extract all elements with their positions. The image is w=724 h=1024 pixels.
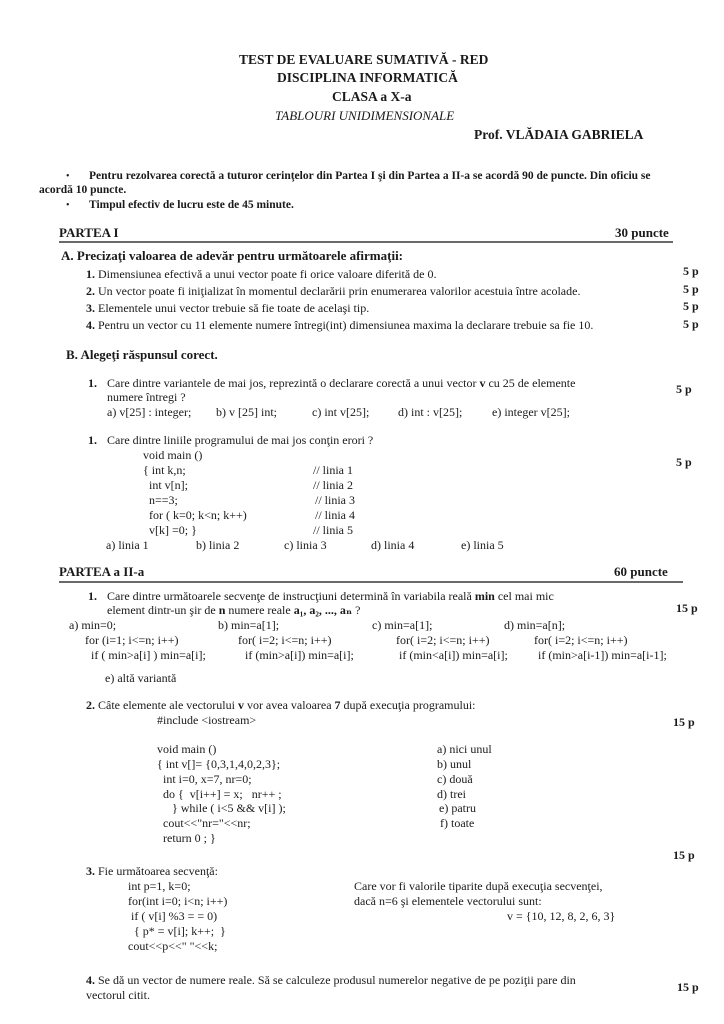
bullet-icon: •	[66, 200, 70, 211]
instruction-1-cont: acordă 10 puncte.	[39, 184, 127, 196]
question-p2-1-text: Care dintre următoarele secvenţe de instrucţiuni determină în variabila reală min cel mai mic	[107, 589, 554, 603]
p2-1-option-c-line3: if (min<a[i]) min=a[i];	[399, 648, 508, 662]
question-b1-text-cont: numere întregi ?	[107, 390, 186, 404]
code-line: } while ( i<5 && v[i] );	[157, 801, 286, 815]
statement-a4-points: 5 p	[683, 317, 699, 331]
part1-points: 30 puncte	[615, 225, 669, 240]
instruction-1: Pentru rezolvarea corectă a tuturor cerinţelor din Partea I şi din Partea a II-a se acordă 90 de puncte. Din oficiu se	[89, 170, 651, 182]
question-b1-text: Care dintre variantele de mai jos, reprezintă o declarare corectă a unui vector v cu 25 de elemente	[107, 376, 576, 390]
code-line: for(int i=0; i<n; i++)	[128, 894, 228, 908]
statement-a3-points: 5 p	[683, 299, 699, 313]
question-p2-4-points: 15 p	[677, 980, 699, 994]
question-b1-option-b: b) v [25] int;	[216, 405, 277, 419]
code-line: cout<<"nr="<<nr;	[157, 816, 251, 830]
statement-a2-points: 5 p	[683, 282, 699, 296]
part1-divider	[59, 241, 673, 243]
p2-1-option-a-line3: if ( min>a[i] ) min=a[i];	[91, 648, 206, 662]
code-line: int p=1, k=0;	[128, 879, 191, 893]
question-b2-option-a: a) linia 1	[106, 538, 149, 552]
code-line: v[k] =0; }	[143, 523, 197, 537]
p2-1-option-e: e) altă variantă	[105, 671, 177, 685]
question-b2-points: 5 p	[676, 455, 692, 469]
p2-1-option-d-line3: if (min>a[i-1]) min=a[i-1];	[538, 648, 667, 662]
doc-class: CLASA a X-a	[332, 89, 412, 104]
question-b2-option-c: c) linia 3	[284, 538, 327, 552]
question-b1-option-c: c) int v[25];	[312, 405, 370, 419]
code-comment: // linia 2	[313, 478, 353, 492]
question-p2-3-points: 15 p	[673, 848, 695, 862]
p2-1-option-b-line3: if (min>a[i]) min=a[i];	[245, 648, 354, 662]
code-line: void main ()	[157, 742, 217, 756]
question-p2-3-text: 3. Fie următoarea secvenţă:	[86, 864, 218, 878]
code-comment: // linia 4	[315, 508, 355, 522]
statement-a4: 4. Pentru un vector cu 11 elemente numere întregi(int) dimensiunea maxima la declarare trebuie sa fie 10.	[86, 318, 594, 332]
code-line: void main ()	[143, 448, 203, 462]
p2-2-option-a: a) nici unul	[437, 742, 492, 756]
code-line: do { v[i++] = x; nr++ ;	[157, 787, 282, 801]
question-p2-3-ask-line2: dacă n=6 şi elementele vectorului sunt:	[354, 894, 542, 908]
p2-1-option-a-line2: for (i=1; i<=n; i++)	[85, 633, 179, 647]
p2-2-option-b: b) unul	[437, 757, 472, 771]
p2-2-option-e: e) patru	[439, 801, 476, 815]
code-line: int i=0, x=7, nr=0;	[157, 772, 252, 786]
question-p2-2-text: 2. Câte elemente ale vectorului v vor avea valoarea 7 după execuţia programului:	[86, 698, 476, 712]
question-p2-1-points: 15 p	[676, 601, 698, 615]
question-p2-1-number: 1.	[88, 589, 97, 603]
p2-2-option-c: c) două	[437, 772, 473, 786]
question-p2-3-vector: v = {10, 12, 8, 2, 6, 3}	[507, 909, 616, 923]
question-b1-number: 1.	[88, 376, 97, 390]
code-line: { int v[]= {0,3,1,4,0,2,3};	[157, 757, 281, 771]
code-line: { p* = v[i]; k++; }	[128, 924, 226, 938]
question-b2-number: 1.	[88, 433, 97, 447]
statement-a1: 1. Dimensiunea efectivă a unui vector poate fi orice valoare diferită de 0.	[86, 267, 437, 281]
question-b2-text: Care dintre liniile programului de mai jos conţin erori ?	[107, 433, 374, 447]
question-b2-option-e: e) linia 5	[461, 538, 504, 552]
statement-a3: 3. Elementele unui vector trebuie să fie toate de acelaşi tip.	[86, 301, 370, 315]
doc-topic: TABLOURI UNIDIMENSIONALE	[275, 108, 455, 123]
doc-author: Prof. VLĂDAIA GABRIELA	[474, 127, 644, 142]
p2-1-option-c-line2: for( i=2; i<=n; i++)	[396, 633, 490, 647]
question-b1-option-d: d) int : v[25];	[398, 405, 463, 419]
part1-title: PARTEA I	[59, 225, 119, 240]
question-p2-2-points: 15 p	[673, 715, 695, 729]
p2-1-option-c-line1: c) min=a[1];	[372, 618, 433, 632]
doc-title: TEST DE EVALUARE SUMATIVĂ - RED	[239, 52, 489, 67]
section-b-title: B. Alegeţi răspunsul corect.	[66, 347, 218, 362]
p2-1-option-d-line1: d) min=a[n];	[504, 618, 566, 632]
question-p2-3-ask-line1: Care vor fi valorile tiparite după execuţia secvenţei,	[354, 879, 603, 893]
question-b1-points: 5 p	[676, 382, 692, 396]
code-comment: // linia 1	[313, 463, 353, 477]
question-p2-4-text: 4. Se dă un vector de numere reale. Să se calculeze produsul numerelor negative de pe poziţii pare din	[86, 973, 576, 987]
code-line: return 0 ; }	[157, 831, 216, 845]
code-comment: // linia 5	[313, 523, 353, 537]
instruction-2: Timpul efectiv de lucru este de 45 minute.	[89, 199, 294, 211]
part2-points: 60 puncte	[614, 564, 668, 579]
question-b1-option-e: e) integer v[25];	[492, 405, 570, 419]
question-p2-4-text-cont: vectorul citit.	[86, 988, 150, 1002]
doc-discipline: DISCIPLINA INFORMATICĂ	[277, 70, 458, 85]
code-line: cout<<p<<" "<<k;	[128, 939, 218, 953]
code-line: for ( k=0; k<n; k++)	[143, 508, 247, 522]
statement-a2: 2. Un vector poate fi iniţializat în momentul declarării prin enumerarea valorilor acestuia între acolade.	[86, 284, 581, 298]
code-line: n==3;	[143, 493, 178, 507]
question-b2-option-d: d) linia 4	[371, 538, 415, 552]
part2-divider	[59, 581, 683, 583]
question-b2-option-b: b) linia 2	[196, 538, 240, 552]
code-line: { int k,n;	[143, 463, 186, 477]
bullet-icon: •	[66, 171, 70, 182]
part2-title: PARTEA a II-a	[59, 564, 145, 579]
code-line: if ( v[i] %3 = = 0)	[128, 909, 218, 923]
question-b1-option-a: a) v[25] : integer;	[107, 405, 192, 419]
code-comment: // linia 3	[315, 493, 355, 507]
statement-a1-points: 5 p	[683, 264, 699, 278]
p2-2-option-f: f) toate	[440, 816, 475, 830]
code-line: int v[n];	[143, 478, 188, 492]
p2-1-option-b-line1: b) min=a[1];	[218, 618, 280, 632]
p2-1-option-d-line2: for( i=2; i<=n; i++)	[534, 633, 628, 647]
p2-1-option-a-line1: a) min=0;	[69, 618, 117, 632]
p2-2-option-d: d) trei	[437, 787, 466, 801]
p2-1-option-b-line2: for( i=2; i<=n; i++)	[238, 633, 332, 647]
code-include: #include <iostream>	[157, 713, 257, 727]
question-p2-1-text-cont: element dintr-un şir de n numere reale a₁, a₂, ..., aₙ ?	[107, 603, 361, 617]
section-a-title: A. Precizaţi valoarea de adevăr pentru următoarele afirmaţii:	[61, 248, 404, 263]
